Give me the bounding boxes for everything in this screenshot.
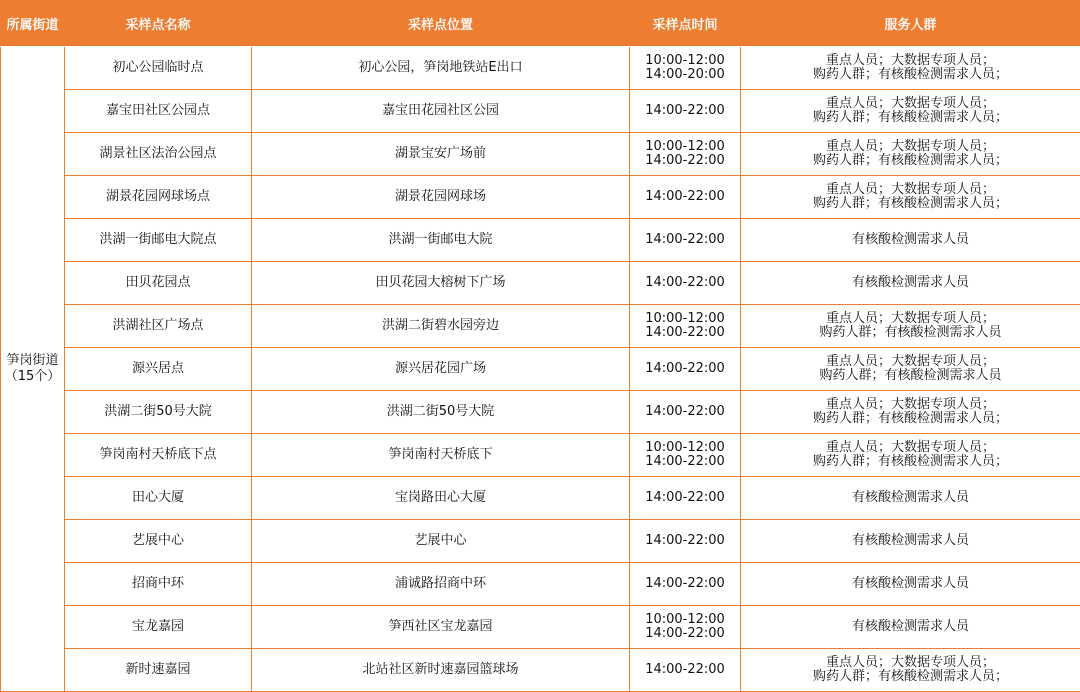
- table-row: [1, 47, 1080, 90]
- service-group-line: 购药人群；有核酸检测需求人员；: [812, 454, 1008, 469]
- service-group-line: 购药人群；有核酸检测需求人员；: [812, 67, 1008, 82]
- site-time-cell: [630, 520, 741, 563]
- time-range: 14:00-22:00: [645, 454, 725, 469]
- site-location-cell: 艺展中心: [252, 520, 630, 563]
- site-location-cell: 宝岗路田心大厦: [252, 477, 630, 520]
- site-name-cell: 初心公园临时点: [65, 47, 252, 90]
- site-name-cell: 湖景花园网球场点: [65, 176, 252, 219]
- table-row: [1, 305, 1080, 348]
- table-body: [1, 47, 1080, 692]
- service-group-line: 有核酸检测需求人员: [851, 232, 969, 247]
- table-row: [1, 219, 1080, 262]
- time-range: 10:00-12:00: [645, 139, 725, 154]
- site-time-cell: [630, 305, 741, 348]
- site-location-cell: 洪湖一街邮电大院: [252, 219, 630, 262]
- site-location-cell: 洪湖二街碧水园旁边: [252, 305, 630, 348]
- site-time-cell: [630, 219, 741, 262]
- service-group-line: 有核酸检测需求人员: [851, 533, 969, 548]
- table-row: [1, 649, 1080, 692]
- table-row: [1, 520, 1080, 563]
- site-name-cell: 新时速嘉园: [65, 649, 252, 692]
- service-group-line: 购药人群；有核酸检测需求人员；: [812, 153, 1008, 168]
- time-range: 14:00-22:00: [645, 404, 725, 419]
- service-group-line: 有核酸检测需求人员: [851, 275, 969, 290]
- service-group-line: 重点人员；大数据专项人员；: [825, 53, 995, 68]
- table-row: [1, 90, 1080, 133]
- time-range: 14:00-22:00: [645, 232, 725, 247]
- site-time-cell: [630, 90, 741, 133]
- service-group-line: 购药人群；有核酸检测需求人员；: [812, 110, 1008, 125]
- time-range: 14:00-22:00: [645, 533, 725, 548]
- table-row: [1, 262, 1080, 305]
- site-location-cell: 源兴居花园广场: [252, 348, 630, 391]
- service-group-cell: [741, 477, 1080, 520]
- header-street: 所属街道: [1, 1, 65, 47]
- service-group-cell: [741, 90, 1080, 133]
- header-service-group: 服务人群: [741, 1, 1080, 47]
- site-location-cell: 湖景宝安广场前: [252, 133, 630, 176]
- table-row: [1, 434, 1080, 477]
- service-group-line: 重点人员；大数据专项人员；: [825, 397, 995, 412]
- site-name-cell: 招商中环: [65, 563, 252, 606]
- service-group-line: 重点人员；大数据专项人员；: [825, 655, 995, 670]
- header-site-time: 采样点时间: [630, 1, 741, 47]
- service-group-line: 重点人员；大数据专项人员；: [825, 311, 995, 326]
- time-range: 14:00-22:00: [645, 103, 725, 118]
- site-location-cell: 洪湖二街50号大院: [252, 391, 630, 434]
- service-group-cell: [741, 434, 1080, 477]
- site-location-cell: 田贝花园大榕树下广场: [252, 262, 630, 305]
- site-name-cell: 嘉宝田社区公园点: [65, 90, 252, 133]
- site-time-cell: [630, 391, 741, 434]
- site-name-cell: 田贝花园点: [65, 262, 252, 305]
- time-range: 10:00-12:00: [645, 440, 725, 455]
- service-group-cell: [741, 133, 1080, 176]
- service-group-line: 有核酸检测需求人员: [851, 576, 969, 591]
- service-group-cell: [741, 47, 1080, 90]
- time-range: 14:00-22:00: [645, 189, 725, 204]
- service-group-line: 有核酸检测需求人员: [851, 490, 969, 505]
- service-group-line: 购药人群；有核酸检测需求人员；: [812, 669, 1008, 684]
- site-time-cell: [630, 649, 741, 692]
- site-time-cell: [630, 133, 741, 176]
- service-group-line: 重点人员；大数据专项人员；: [825, 139, 995, 154]
- site-time-cell: [630, 47, 741, 90]
- service-group-line: 购药人群；有核酸检测需求人员: [819, 325, 1002, 340]
- site-location-cell: 北站社区新时速嘉园篮球场: [252, 649, 630, 692]
- table-row: [1, 176, 1080, 219]
- site-name-cell: 宝龙嘉园: [65, 606, 252, 649]
- header-site-location: 采样点位置: [252, 1, 630, 47]
- site-name-cell: 洪湖一街邮电大院点: [65, 219, 252, 262]
- site-time-cell: [630, 434, 741, 477]
- street-name: 笋岗街道: [6, 353, 59, 368]
- table-row: [1, 477, 1080, 520]
- header-site-name: 采样点名称: [65, 1, 252, 47]
- site-location-cell: 浦诚路招商中环: [252, 563, 630, 606]
- site-name-cell: 洪湖社区广场点: [65, 305, 252, 348]
- site-time-cell: [630, 348, 741, 391]
- site-time-cell: [630, 477, 741, 520]
- time-range: 14:00-22:00: [645, 490, 725, 505]
- time-range: 14:00-22:00: [645, 662, 725, 677]
- service-group-line: 购药人群；有核酸检测需求人员: [819, 368, 1002, 383]
- service-group-cell: [741, 348, 1080, 391]
- table-row: [1, 133, 1080, 176]
- site-time-cell: [630, 606, 741, 649]
- time-range: 10:00-12:00: [645, 311, 725, 326]
- site-time-cell: [630, 262, 741, 305]
- service-group-cell: [741, 649, 1080, 692]
- site-location-cell: 湖景花园网球场: [252, 176, 630, 219]
- service-group-cell: [741, 176, 1080, 219]
- time-range: 10:00-12:00: [645, 53, 725, 68]
- service-group-line: 购药人群；有核酸检测需求人员；: [812, 196, 1008, 211]
- service-group-cell: [741, 563, 1080, 606]
- time-range: 14:00-22:00: [645, 153, 725, 168]
- service-group-line: 重点人员；大数据专项人员；: [825, 182, 995, 197]
- service-group-line: 有核酸检测需求人员: [851, 619, 969, 634]
- site-name-cell: 洪湖二街50号大院: [65, 391, 252, 434]
- table-row: [1, 391, 1080, 434]
- service-group-cell: [741, 219, 1080, 262]
- site-name-cell: 艺展中心: [65, 520, 252, 563]
- time-range: 14:00-22:00: [645, 626, 725, 641]
- street-cell: [1, 47, 65, 692]
- table-row: [1, 563, 1080, 606]
- site-name-cell: 湖景社区法治公园点: [65, 133, 252, 176]
- table-header-row: [1, 1, 1080, 47]
- table-row: [1, 606, 1080, 649]
- service-group-line: 购药人群；有核酸检测需求人员；: [812, 411, 1008, 426]
- site-name-cell: 田心大厦: [65, 477, 252, 520]
- site-location-cell: 笋西社区宝龙嘉园: [252, 606, 630, 649]
- time-range: 14:00-22:00: [645, 275, 725, 290]
- street-count: （15个）: [4, 369, 61, 384]
- service-group-line: 重点人员；大数据专项人员；: [825, 96, 995, 111]
- site-location-cell: 初心公园，笋岗地铁站E出口: [252, 47, 630, 90]
- service-group-line: 重点人员；大数据专项人员；: [825, 354, 995, 369]
- site-name-cell: 笋岗南村天桥底下点: [65, 434, 252, 477]
- service-group-cell: [741, 305, 1080, 348]
- site-location-cell: 笋岗南村天桥底下: [252, 434, 630, 477]
- time-range: 14:00-22:00: [645, 576, 725, 591]
- time-range: 14:00-22:00: [645, 325, 725, 340]
- service-group-cell: [741, 606, 1080, 649]
- site-time-cell: [630, 176, 741, 219]
- time-range: 14:00-20:00: [645, 67, 725, 82]
- service-group-cell: [741, 391, 1080, 434]
- site-time-cell: [630, 563, 741, 606]
- time-range: 10:00-12:00: [645, 612, 725, 627]
- site-location-cell: 嘉宝田花园社区公园: [252, 90, 630, 133]
- service-group-cell: [741, 262, 1080, 305]
- table-row: [1, 348, 1080, 391]
- site-name-cell: 源兴居点: [65, 348, 252, 391]
- service-group-line: 重点人员；大数据专项人员；: [825, 440, 995, 455]
- time-range: 14:00-22:00: [645, 361, 725, 376]
- service-group-cell: [741, 520, 1080, 563]
